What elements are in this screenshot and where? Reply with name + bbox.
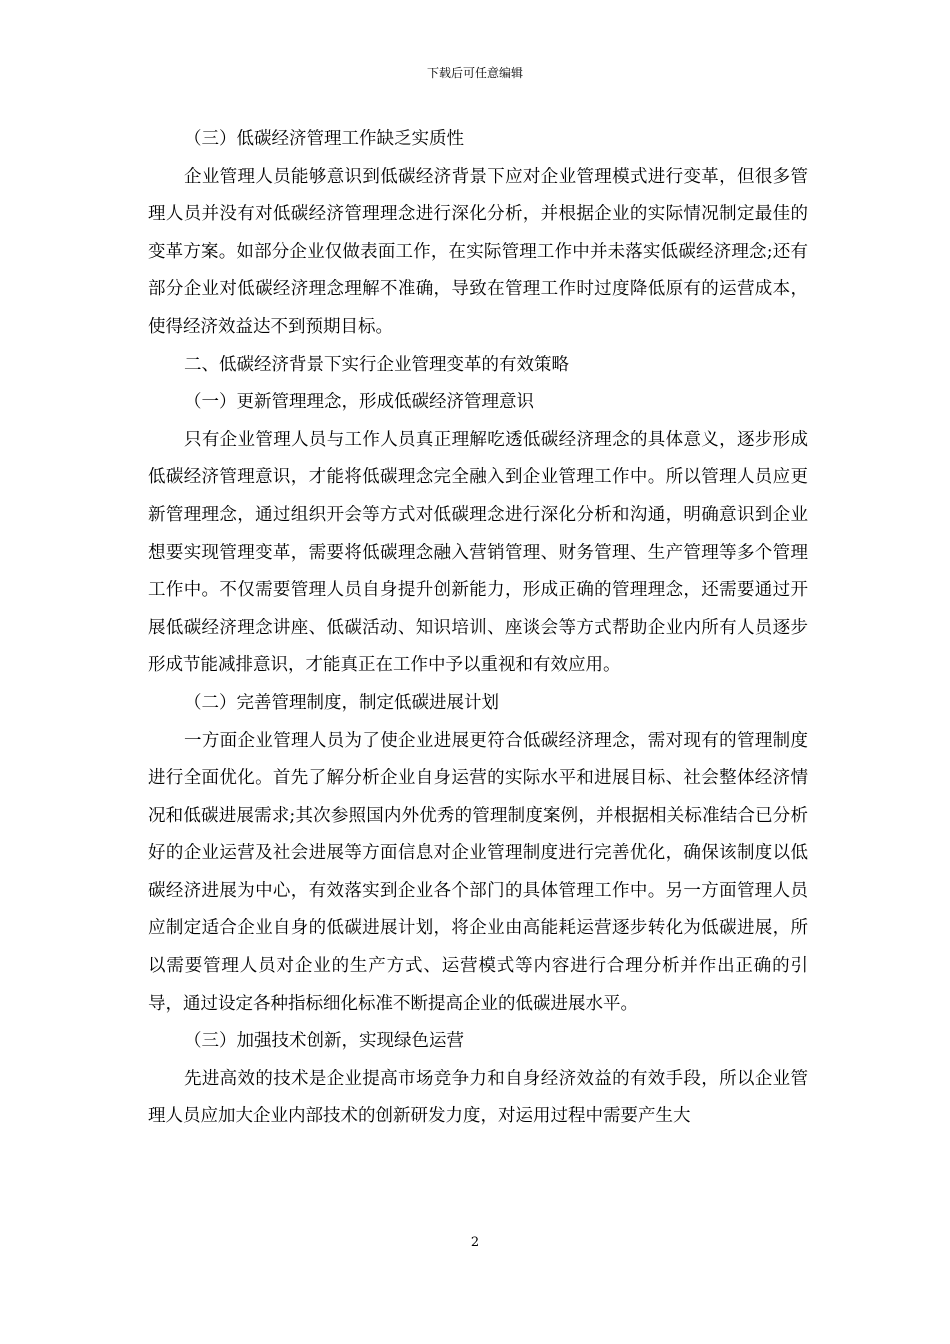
page-header: 下载后可任意编辑: [426, 66, 523, 80]
section-heading: （二）完善管理制度，制定低碳进展计划: [184, 692, 499, 713]
document-body: [148, 121, 808, 1136]
body-paragraph: 只有企业管理人员与工作人员真正理解吃透低碳经济理念的具体意义，逐步形成低碳经济管理意识，才能将低碳理念完全融入到企业管理工作中。所以管理人员应更新管理理念，通过组织开会等方式对低碳理念进行深化分析和沟通，明确意识到企业想要实现管理变革，需要将低碳理念融入营销管理、财务管理、生产管理等多个管理工作中。不仅需要管理人员自身提升创新能力，形成正确的管理理念，还需要通过开展低碳经济理念讲座、低碳活动、知识培训、座谈会等方式帮助企业内所有人员逐步形成节能减排意识，才能真正在工作中予以重视和有效应用。: [148, 429, 808, 676]
body-paragraph: 一方面企业管理人员为了使企业进展更符合低碳经济理念，需对现有的管理制度进行全面优化。首先了解分析企业自身运营的实际水平和进展目标、社会整体经济情况和低碳进展需求;其次参照国内外优秀的管理制度案例，并根据相关标准结合已分析好的企业运营及社会进展等方面信息对企业管理制度进行完善优化，确保该制度以低碳经济进展为中心，有效落实到企业各个部门的具体管理工作中。另一方面管理人员应制定适合企业自身的低碳进展计划，将企业由高能耗运营逐步转化为低碳进展，所以需要管理人员对企业的生产方式、运营模式等内容进行合理分析并作出正确的引导，通过设定各种指标细化标准不断提高企业的低碳进展水平。: [148, 730, 808, 1014]
section-heading: （三）低碳经济管理工作缺乏实质性: [184, 129, 464, 149]
body-paragraph: 企业管理人员能够意识到低碳经济背景下应对企业管理模式进行变革，但很多管理人员并没有对低碳经济管理理念进行深化分析，并根据企业的实际情况制定最佳的变革方案。如部分企业仅做表面工作，在实际管理工作中并未落实低碳经济理念;还有部分企业对低碳经济理念理解不准确，导致在管理工作时过度降低原有的运营成本，使得经济效益达不到预期目标。: [148, 166, 808, 337]
section-heading: （三）加强技术创新，实现绿色运营: [184, 1031, 464, 1052]
body-paragraph: 先进高效的技术是企业提高市场竞争力和自身经济效益的有效手段，所以企业管理人员应加大企业内部技术的创新研发力度，对运用过程中需要产生大: [148, 1068, 808, 1127]
section-heading: 二、低碳经济背景下实行企业管理变革的有效策略: [184, 354, 569, 375]
section-heading: （一）更新管理理念，形成低碳经济管理意识: [184, 392, 534, 413]
page-number: 2: [470, 1235, 480, 1250]
